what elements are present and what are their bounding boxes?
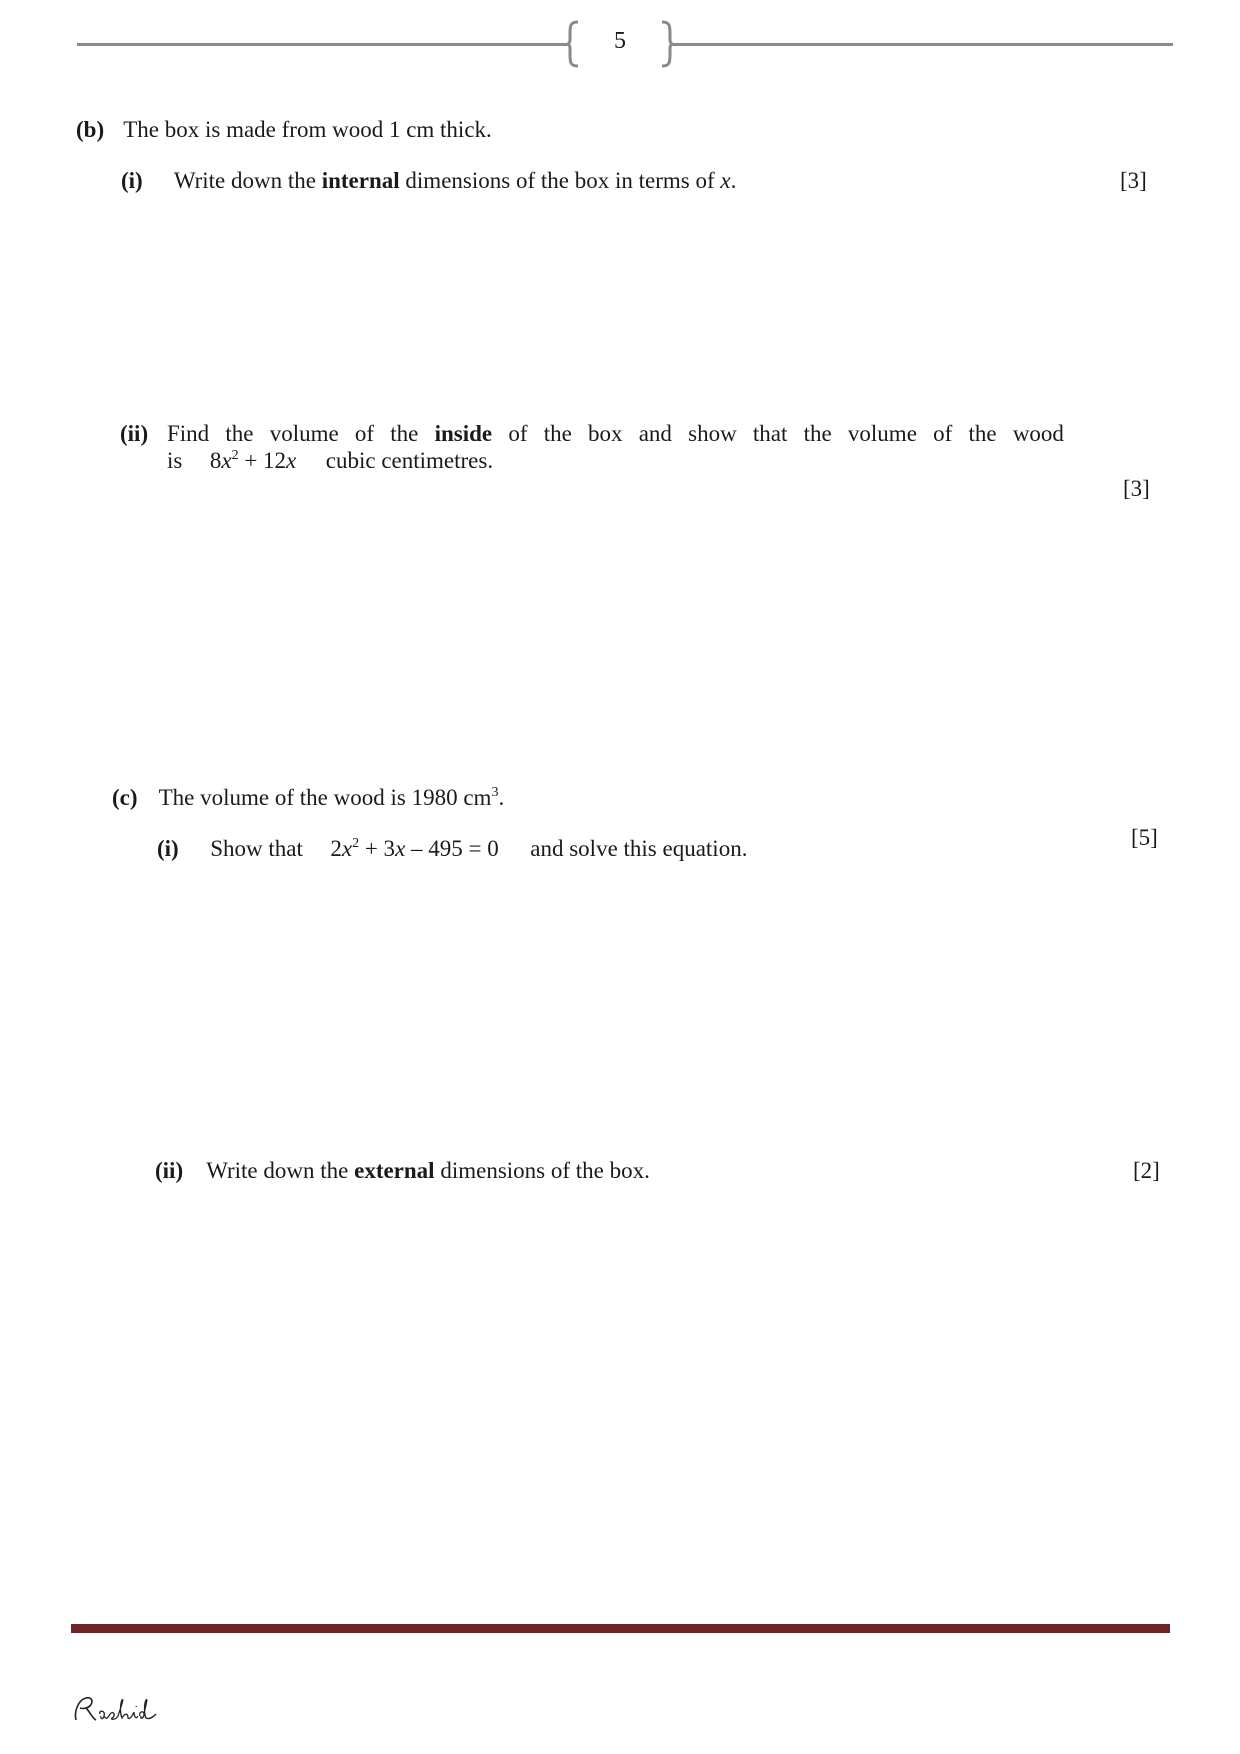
part-c-end: . [498,785,505,810]
part-b-label: (b) [76,117,105,142]
word: show [688,421,737,446]
part-b-i-label: (i) [121,168,143,193]
expr-coef: 8 [209,448,222,473]
part-b-text: The box is made from wood 1 cm thick. [123,117,492,142]
part-c-text: The volume of the wood is 1980 cm [158,785,492,810]
word: the [803,421,832,446]
part-b-i-variable: x [720,168,731,193]
part-b-question [76,116,492,144]
part-b-i-end: . [730,168,737,193]
part-c-exp: 3 [491,785,499,800]
expr-exp: 2 [231,448,239,463]
part-b-ii-after: cubic centimetres. [325,448,494,473]
part-b-ii-is: is [167,448,183,473]
expr-mid: + 12 [238,448,287,473]
eq-coef: 2 [330,836,342,861]
part-b-ii-line2 [167,447,493,475]
page-number: 5 [614,28,626,54]
part-b-ii-label: (ii) [120,421,149,446]
header-rule-right [672,43,1173,46]
word: of [933,421,953,446]
word: of [354,421,375,446]
expr-var: x [221,448,232,473]
word: volume [269,421,339,446]
part-b-i-bold-word: internal [321,168,400,193]
part-b-ii-expression [210,448,296,473]
header-rule-left [77,43,570,46]
word: that [752,421,788,446]
eq-var2: x [395,836,406,861]
part-c-question [112,784,504,812]
part-b-i-marks: [3] [1120,168,1147,193]
eq-exp: 2 [352,836,360,851]
word: box [588,421,623,446]
bold-word: inside [434,421,493,446]
word: the [225,421,254,446]
word: the [543,421,572,446]
footer-rule [71,1624,1170,1633]
part-c-ii-bold-word: external [354,1158,435,1183]
word: and [638,421,672,446]
part-c-ii-label: (ii) [155,1158,184,1183]
word: Find [167,421,210,446]
part-b-ii-marks: [3] [1123,476,1150,501]
part-b-ii-line1 [167,420,1064,448]
part-b-i-question [121,167,736,195]
word: the [968,421,997,446]
part-c-i-equation [330,836,498,861]
rashid-signature [70,1690,160,1730]
eq-var: x [341,836,353,861]
part-c-ii-after: dimensions of the box. [434,1158,650,1183]
part-c-i-after: and solve this equation. [530,836,748,861]
part-c-ii-before: Write down the [206,1158,355,1183]
eq-mid: + 3 [359,836,396,861]
expr-var2: x [286,448,297,473]
part-c-i-label: (i) [157,836,179,861]
part-b-i-text-before: Write down the [173,168,322,193]
part-c-ii-marks: [2] [1133,1158,1160,1183]
left-brace-icon [566,20,580,68]
word: of [508,421,528,446]
word: wood [1012,421,1064,446]
word: volume [847,421,917,446]
part-c-i-marks: [5] [1131,825,1158,850]
eq-end: – 495 = 0 [405,836,499,861]
part-c-ii-question [155,1157,650,1185]
part-c-label: (c) [112,785,138,810]
part-b-i-text-after: dimensions of the box in terms of [399,168,721,193]
word: the [390,421,419,446]
part-c-i-question [157,835,747,863]
part-c-i-before: Show that [210,836,303,861]
